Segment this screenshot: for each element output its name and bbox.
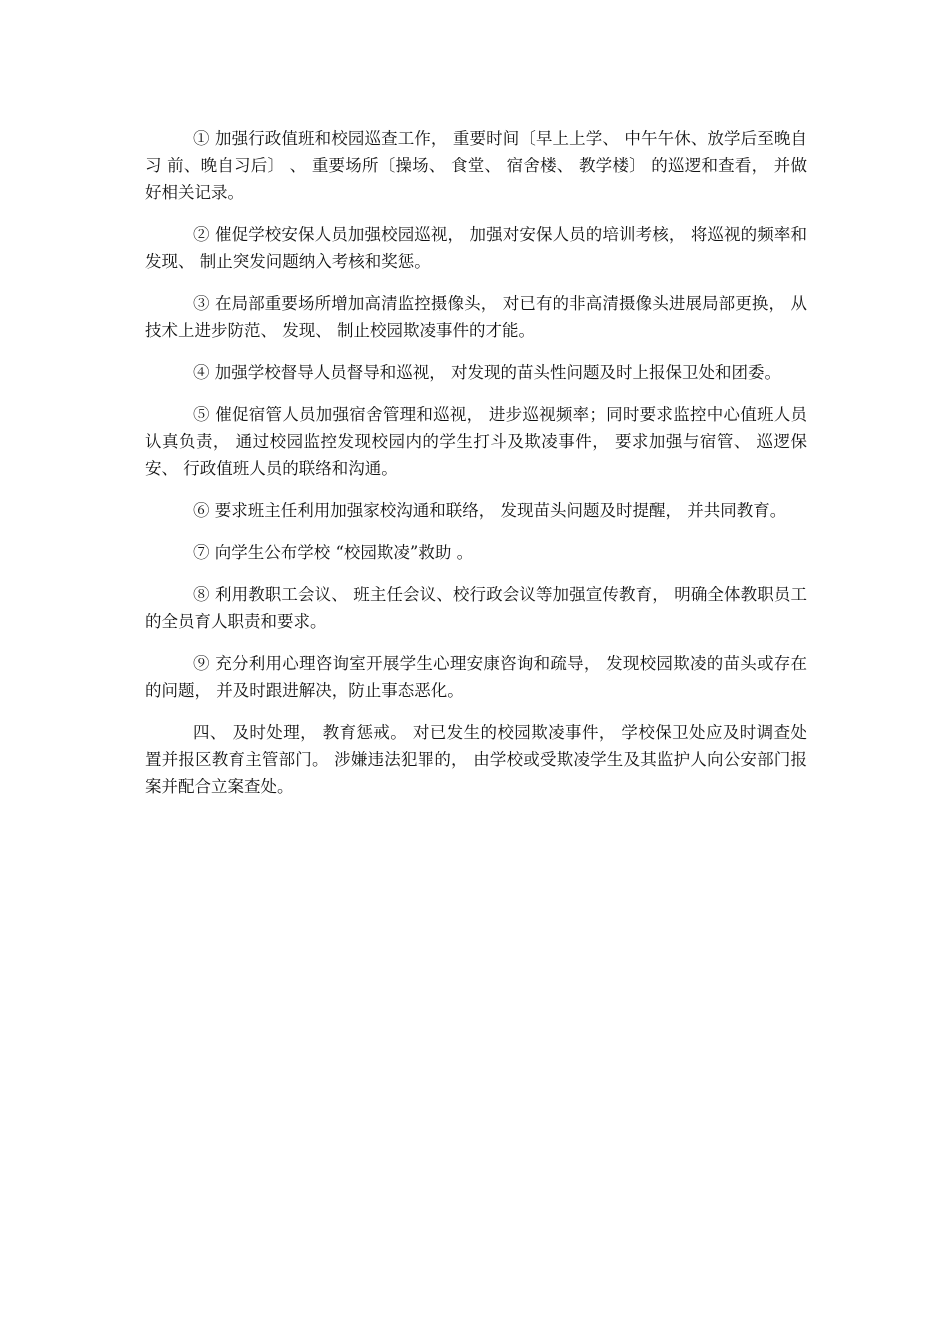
paragraph-measure-7: ⑦ 向学生公布学校 “校园欺凌”救助 。	[193, 543, 474, 562]
paragraph-measure-6: ⑥ 要求班主任利用加强家校沟通和联络， 发现苗头问题及时提醒， 并共同教育。	[193, 501, 787, 520]
paragraph-measure-1: ① 加强行政值班和校园巡查工作， 重要时间〔早上上学、 中午午休、放学后至晚自习 前、晚自习后〕 、 重要场所〔操场、 食堂、 宿舍楼、 教学楼〕 的巡逻和查看， 并做好相关记录。	[145, 129, 807, 202]
paragraph-measure-2: ② 催促学校安保人员加强校园巡视， 加强对安保人员的培训考核， 将巡视的频率和发现、 制止突发问题纳入考核和奖惩。	[145, 225, 807, 271]
paragraph-measure-9: ⑨ 充分利用心理咨询室开展学生心理安康咨询和疏导， 发现校园欺凌的苗头或存在的问题， 并及时跟进解决，防止事态恶化。	[145, 654, 807, 700]
paragraph-measure-4: ④ 加强学校督导人员督导和巡视， 对发现的苗头性问题及时上报保卫处和团委。	[193, 363, 781, 382]
paragraph-section-4: 四、 及时处理， 教育惩戒。 对已发生的校园欺凌事件， 学校保卫处应及时调查处置并报区教育主管部门。 涉嫌违法犯罪的， 由学校或受欺凌学生及其监护人向公安部门报案并配合立案查处。	[145, 723, 807, 796]
paragraph-measure-5: ⑤ 催促宿管人员加强宿舍管理和巡视， 进步巡视频率；同时要求监控中心值班人员认真负责， 通过校园监控发现校园内的学生打斗及欺凌事件， 要求加强与宿管、 巡逻保安、 行政值班人员的联络和沟通。	[145, 405, 807, 478]
paragraph-measure-3: ③ 在局部重要场所增加高清监控摄像头， 对已有的非高清摄像头进展局部更换， 从技术上进步防范、 发现、 制止校园欺凌事件的才能。	[145, 294, 807, 340]
document-body	[145, 125, 807, 815]
paragraph-measure-8: ⑧ 利用教职工会议、 班主任会议、校行政会议等加强宣传教育， 明确全体教职员工的全员育人职责和要求。	[145, 585, 807, 631]
